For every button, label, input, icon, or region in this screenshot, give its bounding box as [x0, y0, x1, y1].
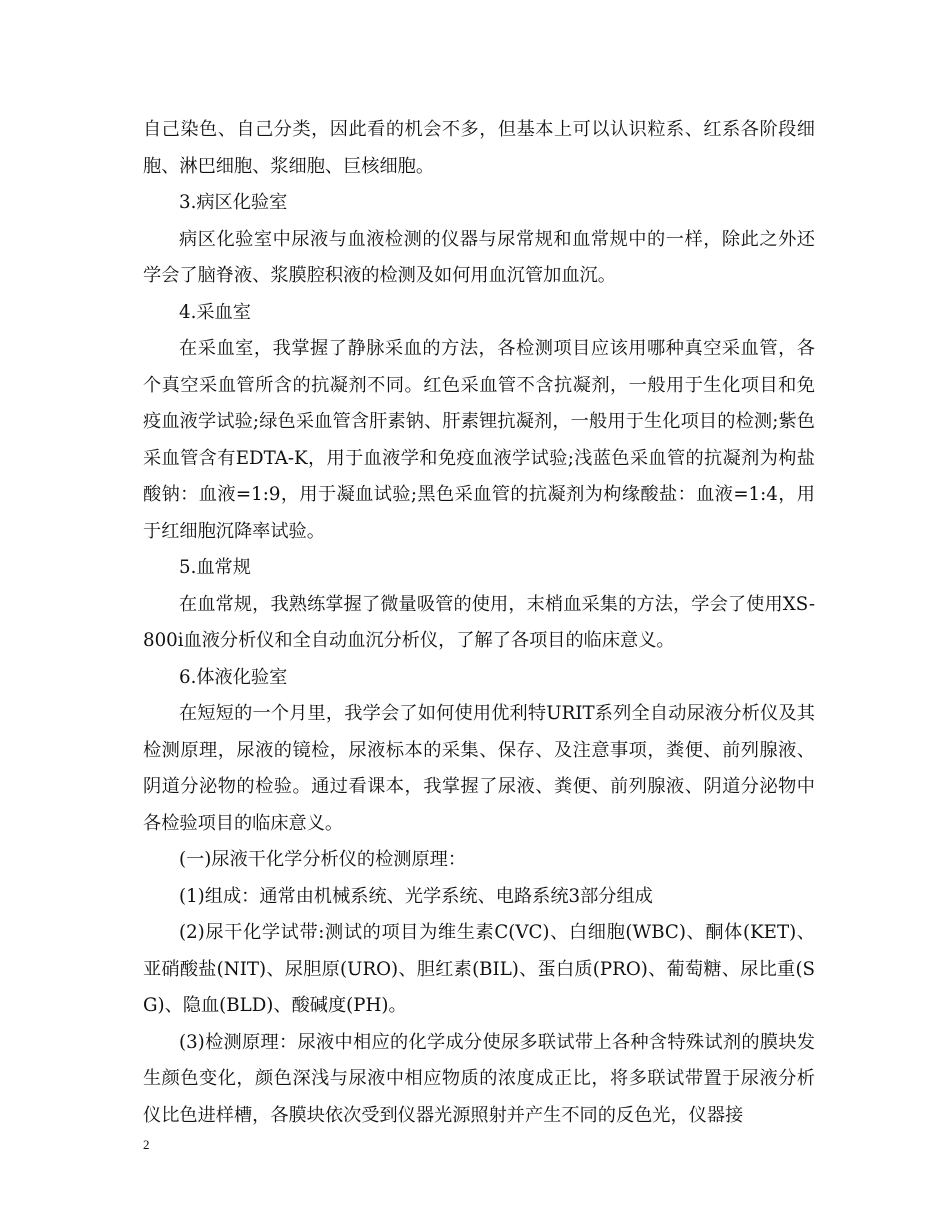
paragraph-detection-principle: (3)检测原理：尿液中相应的化学成分使尿多联试带上各种含特殊试剂的膜块发生颜色变化，颜色深浅与尿液中相应物质的浓度成正比，将多联试带置于尿液分析仪比色进样槽，各膜块依次受到仪器光源照射并产生不同的反色光，仪器接: [143, 1031, 815, 1126]
page-number: 2: [143, 1137, 150, 1152]
paragraph-blood-collection: 在采血室，我掌握了静脉采血的方法，各检测项目应该用哪种真空采血管，各个真空采血管所含的抗凝剂不同。红色采血管不含抗凝剂，一般用于生化项目和免疫血液学试验;绿色采血管含肝素钠、肝素锂抗凝剂，一般用于生化项目的检测;紫色采血管含有EDTA-K，用于血液学和免疫血液学试验;浅蓝色采血管的抗凝剂为枸盐酸钠：血液=1:9，用于凝血试验;黑色采血管的抗凝剂为枸缘酸盐：血液=1:4，用于红细胞沉降率试验。: [143, 338, 815, 542]
section-heading-blood-routine: 5.血常规: [179, 557, 251, 578]
document-body: [143, 112, 815, 1134]
paragraph-test-strip: (2)尿干化学试带:测试的项目为维生素C(VC)、白细胞(WBC)、酮体(KET)、亚硝酸盐(NIT)、尿胆原(URO)、胆红素(BIL)、蛋白质(PRO)、葡萄糖、尿比重(SG)、隐血(BLD)、酸碱度(PH)。: [143, 922, 815, 1016]
paragraph-composition: (1)组成：通常由机械系统、光学系统、电路系统3部分组成: [179, 885, 653, 907]
section-heading-blood-collection: 4.采血室: [179, 301, 251, 323]
paragraph-body-fluid-lab: 在短短的一个月里，我学会了如何使用优利特URIT系列全自动尿液分析仪及其检测原理，尿液的镜检，尿液标本的采集、保存、及注意事项，粪便、前列腺液、阴道分泌物的检验。通过看课本，我掌握了尿液、粪便、前列腺液、阴道分泌物中各检验项目的临床意义。: [143, 703, 815, 834]
paragraph-blood-routine: 在血常规，我熟练掌握了微量吸管的使用，末梢血采集的方法，学会了使用XS-800i血液分析仪和全自动血沉分析仪，了解了各项目的临床意义。: [143, 593, 815, 651]
paragraph-ward-lab: 病区化验室中尿液与血液检测的仪器与尿常规和血常规中的一样，除此之外还学会了脑脊液、浆膜腔积液的检测及如何用血沉管加血沉。: [143, 228, 815, 286]
section-heading-ward-lab: 3.病区化验室: [179, 192, 288, 213]
paragraph-analyzer-principle-title: (一)尿液干化学分析仪的检测原理：: [179, 849, 467, 870]
paragraph-continued: 自己染色、自己分类，因此看的机会不多，但基本上可以认识粒系、红系各阶段细胞、淋巴细胞、浆细胞、巨核细胞。: [143, 119, 815, 177]
section-heading-body-fluid-lab: 6.体液化验室: [179, 666, 288, 688]
